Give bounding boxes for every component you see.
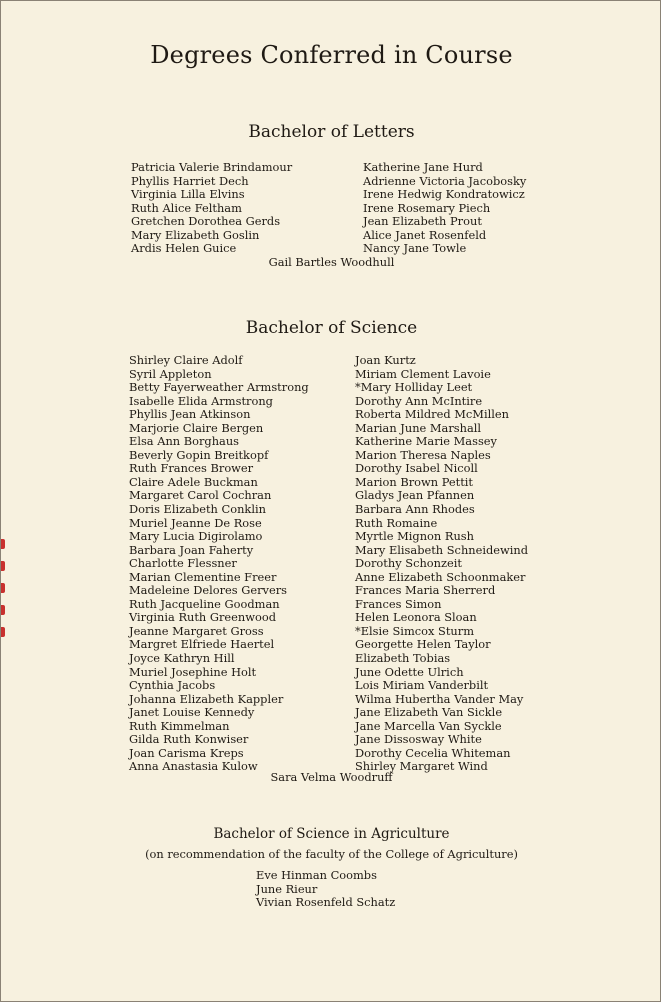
name-entry: Ruth Romaine	[355, 515, 438, 530]
name-entry: Elizabeth Tobias	[355, 651, 451, 666]
name-entry: Katherine Jane Hurd	[363, 160, 483, 174]
name-entry: Irene Hedwig Kondratowicz	[363, 187, 525, 202]
name-entry: Syril Appleton	[129, 366, 212, 381]
name-entry: Wilma Hubertha Vander May	[355, 691, 524, 706]
name-entry: Muriel Josephine Holt	[129, 664, 257, 679]
name-entry: Patricia Valerie Brindamour	[131, 160, 293, 174]
name-entry: Janet Louise Kennedy	[129, 705, 255, 720]
name-entry: Ruth Jacqueline Goodman	[129, 596, 280, 611]
name-entry: Joan Kurtz	[355, 353, 416, 367]
name-entry: Barbara Joan Faherty	[129, 542, 254, 557]
name-entry: Phyllis Jean Atkinson	[129, 407, 251, 422]
name-entry: Johanna Elizabeth Kappler	[129, 691, 284, 706]
name-entry: Mary Lucia Digirolamo	[129, 529, 263, 544]
name-entry: Muriel Jeanne De Rose	[129, 515, 262, 530]
name-entry: Gladys Jean Pfannen	[355, 488, 475, 503]
name-entry: Betty Fayerweather Armstrong	[129, 380, 309, 395]
name-entry: Jane Marcella Van Syckle	[355, 718, 502, 733]
name-entry: Jane Dissosway White	[355, 732, 482, 747]
name-entry: Ruth Kimmelman	[129, 718, 230, 733]
science-right-column	[355, 354, 528, 774]
name-entry: Mary Elizabeth Goslin	[131, 227, 260, 242]
name-entry: Frances Maria Sherrerd	[355, 583, 496, 598]
name-entry: Katherine Marie Massey	[355, 434, 497, 449]
name-entry: Joyce Kathryn Hill	[129, 651, 235, 666]
name-entry: Anne Elizabeth Schoonmaker	[355, 569, 526, 584]
name-entry: Alice Janet Rosenfeld	[363, 227, 487, 242]
agriculture-names	[256, 869, 395, 910]
name-entry: Georgette Helen Taylor	[355, 637, 491, 652]
name-entry: Jeanne Margaret Gross	[129, 623, 264, 638]
letters-last-name: Gail Bartles Woodhull	[268, 255, 395, 269]
name-entry: Virginia Ruth Greenwood	[129, 610, 277, 625]
name-entry: Cynthia Jacobs	[129, 678, 216, 693]
name-entry: Ruth Alice Feltham	[131, 200, 242, 215]
section-heading-agriculture: Bachelor of Science in Agriculture	[213, 826, 450, 842]
agriculture-note: (on recommendation of the faculty of the College of Agriculture)	[145, 847, 518, 861]
name-entry: Jane Elizabeth Van Sickle	[355, 705, 503, 720]
name-entry: Shirley Margaret Wind	[355, 759, 488, 774]
letters-left-column	[131, 161, 292, 256]
name-entry: Marian Clementine Freer	[129, 569, 277, 584]
name-entry: Irene Rosemary Piech	[363, 200, 491, 215]
name-entry: Marian June Marshall	[355, 420, 482, 435]
name-entry: Jean Elizabeth Prout	[363, 214, 482, 229]
name-entry: Nancy Jane Towle	[363, 241, 467, 256]
name-entry: Vivian Rosenfeld Schatz	[256, 895, 396, 910]
name-entry: Isabelle Elida Armstrong	[129, 393, 273, 408]
name-entry: Marion Brown Pettit	[355, 474, 474, 489]
name-entry: Charlotte Flessner	[129, 556, 237, 571]
name-entry: Phyllis Harriet Dech	[131, 173, 249, 188]
name-entry: June Odette Ulrich	[355, 664, 464, 679]
name-entry: Elsa Ann Borghaus	[129, 434, 240, 449]
name-entry: Marjorie Claire Bergen	[129, 420, 264, 435]
name-entry: June Rieur	[256, 881, 318, 896]
name-entry: Claire Adele Buckman	[129, 474, 258, 489]
name-entry: Dorothy Schonzeit	[355, 556, 462, 571]
name-entry: Lois Miriam Vanderbilt	[355, 678, 489, 693]
name-entry: Roberta Mildred McMillen	[355, 407, 509, 422]
name-entry: Eve Hinman Coombs	[256, 868, 377, 882]
name-entry: Dorothy Cecelia Whiteman	[355, 745, 511, 760]
name-entry: Miriam Clement Lavoie	[355, 366, 491, 381]
section-heading-science: Bachelor of Science	[245, 318, 418, 338]
name-entry: Margaret Carol Cochran	[129, 488, 272, 503]
name-entry: Anna Anastasia Kulow	[129, 759, 258, 774]
name-entry: Doris Elizabeth Conklin	[129, 502, 266, 517]
binding-marks	[1, 539, 5, 659]
name-entry: Margret Elfriede Haertel	[129, 637, 275, 652]
name-entry: Gilda Ruth Konwiser	[129, 732, 249, 747]
name-entry: Dorothy Ann McIntire	[355, 393, 483, 408]
name-entry: Virginia Lilla Elvins	[131, 187, 245, 202]
name-entry: Madeleine Delores Gervers	[129, 583, 287, 598]
name-entry: Joan Carisma Kreps	[129, 745, 244, 760]
name-entry: Myrtle Mignon Rush	[355, 529, 474, 544]
name-entry: Shirley Claire Adolf	[129, 353, 243, 367]
name-entry: *Mary Holliday Leet	[355, 380, 473, 395]
name-entry: Frances Simon	[355, 596, 442, 611]
name-entry: Marion Theresa Naples	[355, 447, 491, 462]
science-left-column	[129, 354, 309, 774]
name-entry: Dorothy Isabel Nicoll	[355, 461, 478, 476]
name-entry: Mary Elisabeth Schneidewind	[355, 542, 529, 557]
name-entry: Adrienne Victoria Jacobosky	[363, 173, 527, 188]
science-last-name: Sara Velma Woodruff	[270, 770, 393, 784]
name-entry: Ardis Helen Guice	[131, 241, 237, 256]
name-entry: Ruth Frances Brower	[129, 461, 254, 476]
name-entry: *Elsie Simcox Sturm	[355, 623, 474, 638]
name-entry: Beverly Gopin Breitkopf	[129, 447, 269, 462]
page-title: Degrees Conferred in Course	[150, 41, 513, 69]
letters-right-column	[363, 161, 526, 256]
section-heading-letters: Bachelor of Letters	[248, 122, 415, 142]
name-entry: Helen Leonora Sloan	[355, 610, 477, 625]
name-entry: Barbara Ann Rhodes	[355, 502, 475, 517]
name-entry: Gretchen Dorothea Gerds	[131, 214, 281, 229]
